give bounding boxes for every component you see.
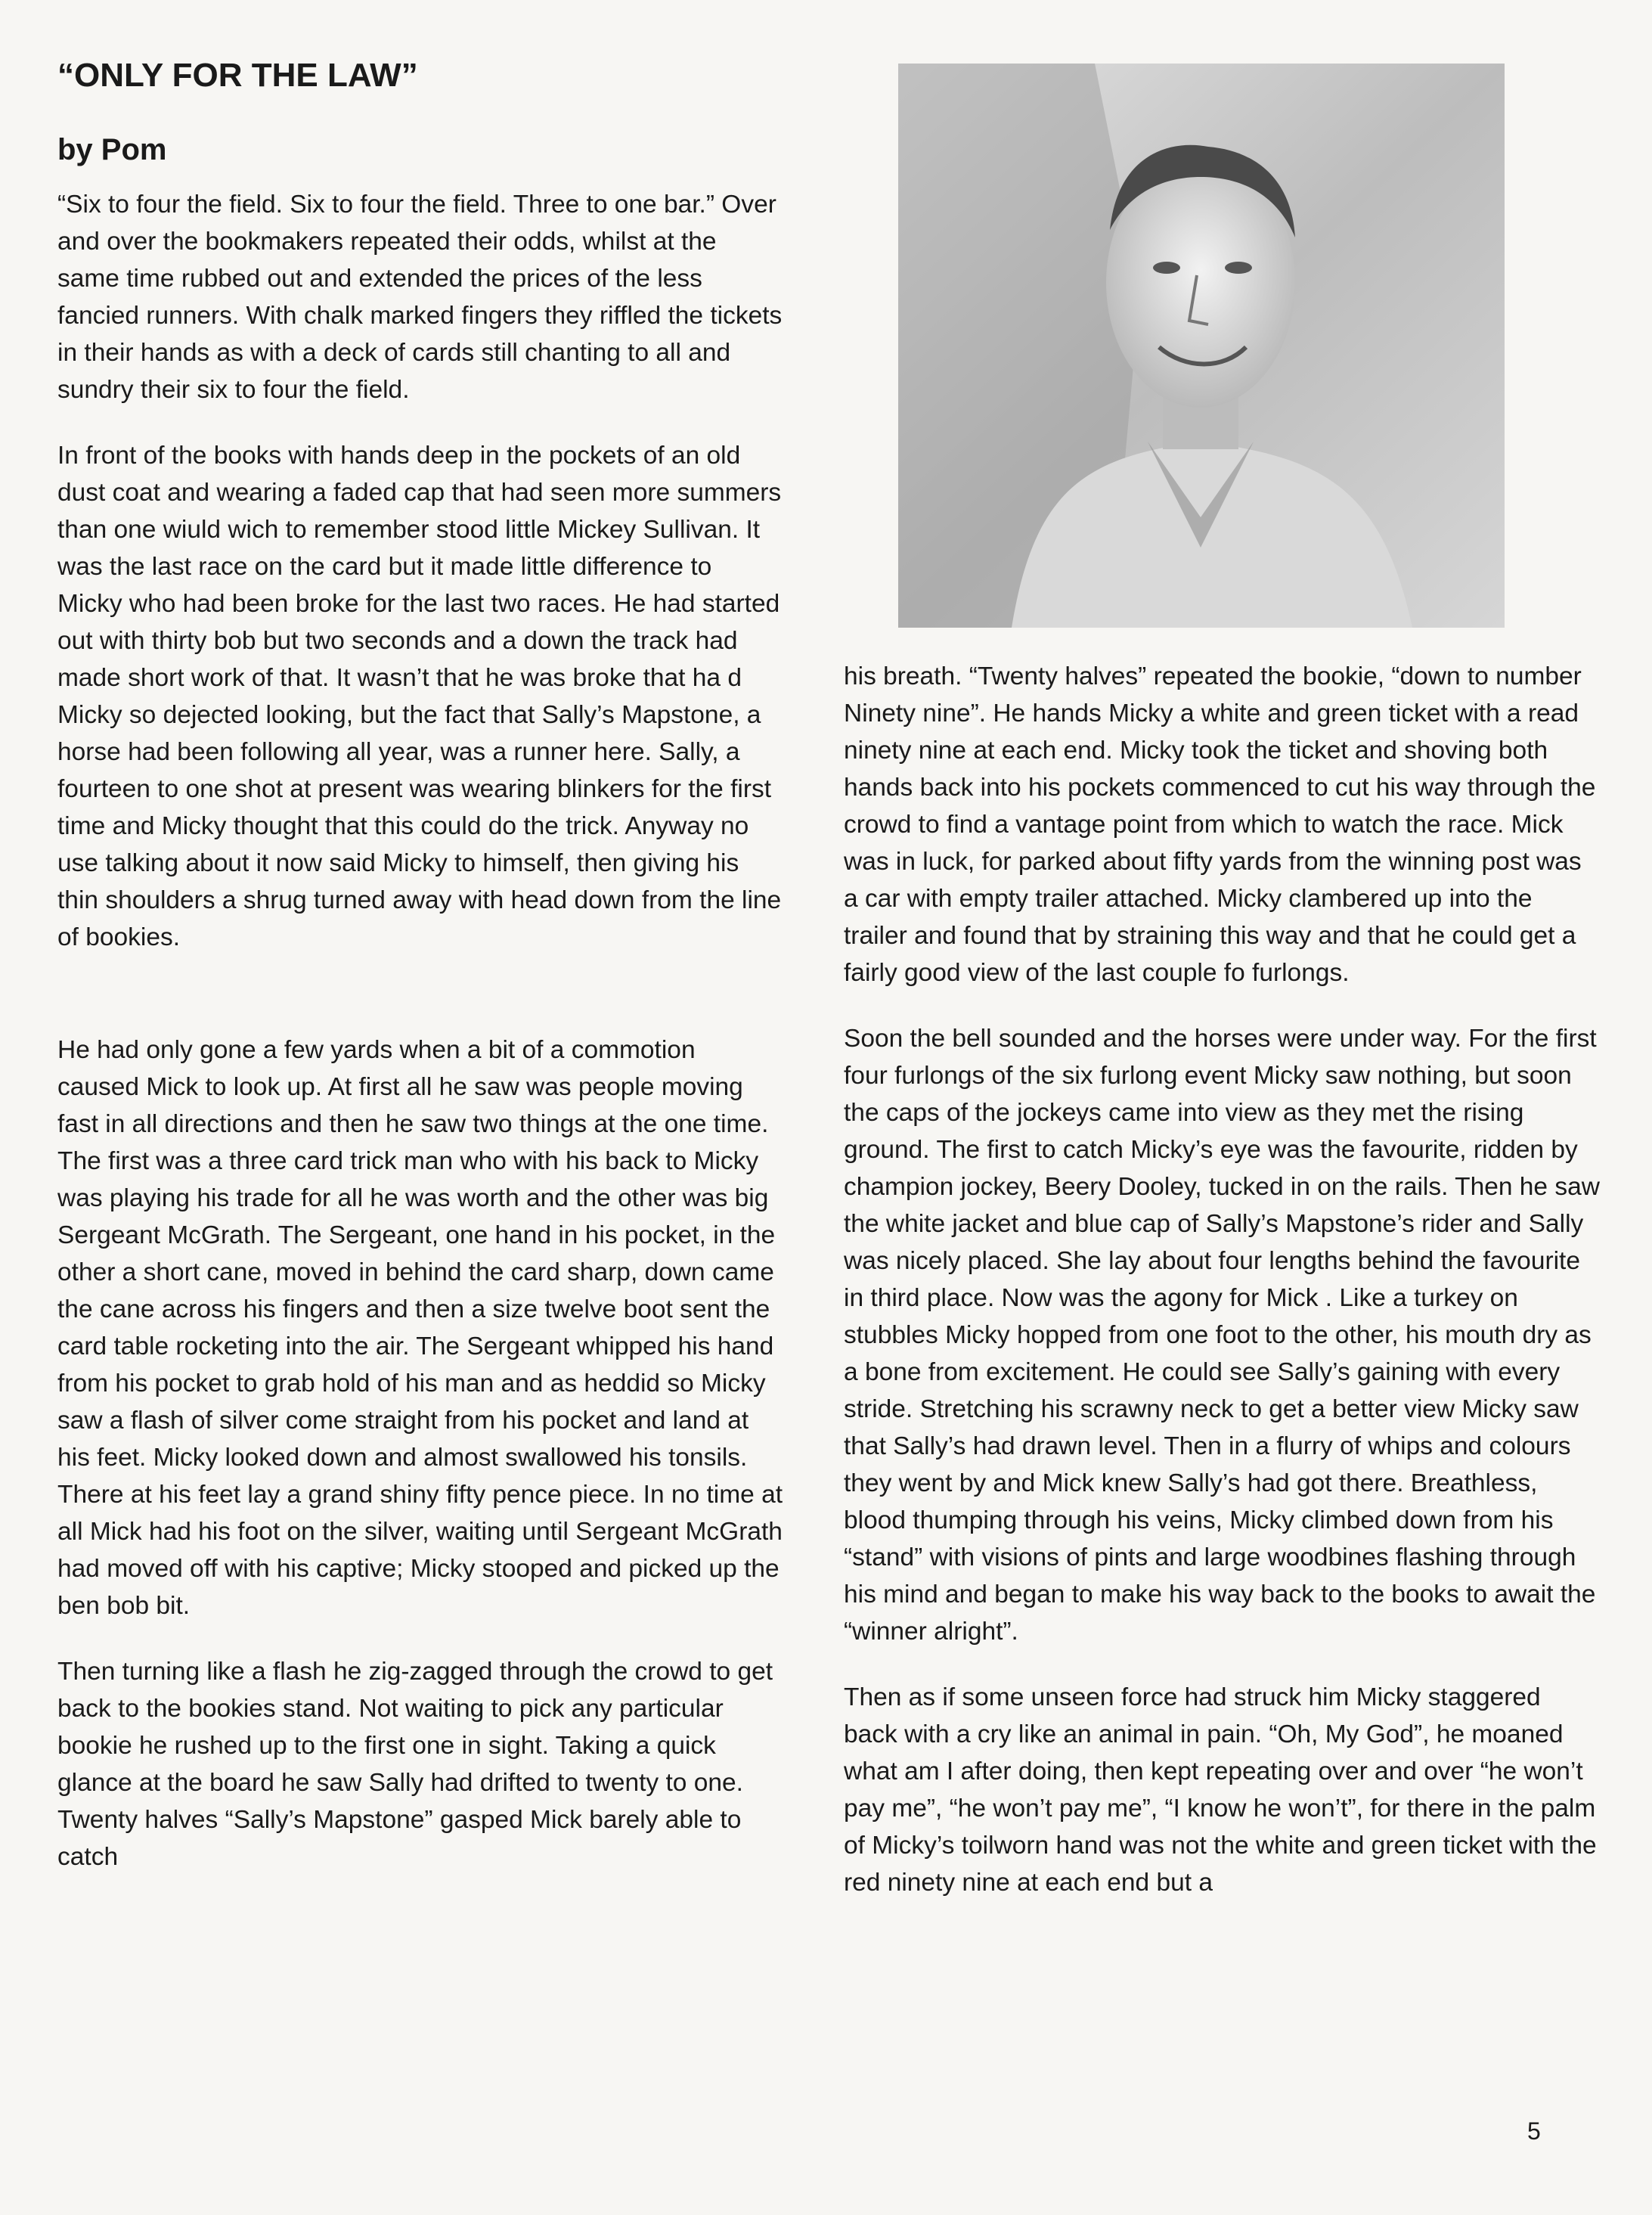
paragraph: Then turning like a flash he zig-zagged through the crowd to get back to the bookies stand. Not waiting to pick any particular bookie he rushed up to the first one in sight. Taking a quick glance at the board he saw Sally had drifted to twenty to one. Twenty halves “Sally’s Mapstone” gasped Mick barely able to catch xyxy=(57,1658,773,1871)
page-number: 5 xyxy=(1527,2117,1541,2145)
article-title: “ONLY FOR THE LAW” xyxy=(57,57,418,94)
paragraph: his breath. “Twenty halves” repeated the bookie, “down to number Ninety nine”. He hands Micky a white and green ticket with a read ninety nine at each end. Micky took the ticket and shoving both hands back into his pockets commenced to cut his way through the crowd to find a vantage point from which to watch the race. Mick was in luck, for parked about fifty yards from the winning post was a car with empty trailer attached. Micky clambered up into the trailer and found that by straining this way and that he could get a fairly good view of the last couple fo furlongs. xyxy=(844,662,1596,987)
paragraph: He had only gone a few yards when a bit of a commotion caused Mick to look up. At first all he saw was people moving fast in all directions and then he saw two things at the one time. The first was a three card trick man who with his back to Micky was playing his trade for all he was worth and the other was big Sergeant McGrath. The Sergeant, one hand in his pocket, in the other a short cane, moved in behind the card sharp, down came the cane across his fingers and then a size twelve boot sent the card table rocketing into the air. The Sergeant whipped his hand from his pocket to grab hold of his man and as heddid so Micky saw a flash of silver come straight from his pocket and land at his feet. Micky looked down and almost swallowed his tonsils. There at his feet lay a grand shiny fifty pence piece. In no time at all Mick had his foot on the silver, waiting until Sergeant McGrath had moved off with his captive; Micky stooped and picked up the ben bob bit. xyxy=(57,1036,783,1620)
paragraph: Then as if some unseen force had struck him Micky staggered back with a cry like an animal in pain. “Oh, My God”, he moaned what am I after doing, then kept repeating over and over “he won’t pay me”, “he won’t pay me”, “I know he won’t”, for there in the palm of Micky’s toilworn hand was not the white and green ticket with the red ninety nine at each end but a xyxy=(844,1683,1597,1897)
article-byline: by Pom xyxy=(57,133,167,166)
portrait-image xyxy=(898,64,1505,628)
left-column xyxy=(57,53,783,1904)
paragraph: Soon the bell sounded and the horses were under way. For the first four furlongs of the six furlong event Micky saw nothing, but soon the caps of the jockeys came into view as they met the rising ground. The first to catch Micky’s eye was the favourite, ridden by champion jockey, Beery Dooley, tucked in on the rails. Then he saw the white jacket and blue cap of Sally’s Mapstone’s rider and Sally was nicely placed. She lay about four lengths behind the favourite in third place. Now was the agony for Mick . Like a turkey on stubbles Micky hopped from one foot to the other, his mouth dry as a bone from excitement. He could see Sally’s gaining with every stride. Stretching his scrawny neck to get a better view Micky saw that Sally’s had drawn level. Then in a flurry of whips and colours they went by and Mick knew Sally’s had got there. Breathless, blood thumping through his veins, Micky climbed down from his “stand” with visions of pints and large woodbines flashing through his mind and began to make his way back to the books to await the “winner alright”. xyxy=(844,1025,1600,1646)
paragraph: “Six to four the field. Six to four the field. Three to one bar.” Over and over the bookmakers repeated their odds, whilst at the same time rubbed out and extended the prices of the less fancied runners. With chalk marked fingers they riffled the tickets in their hands as with a deck of cards still chanting to all and sundry their six to four the field. xyxy=(57,191,783,404)
author-photo xyxy=(898,64,1505,628)
paragraph: In front of the books with hands deep in the pockets of an old dust coat and wearing a faded cap that had seen more summers than one wiuld wich to remember stood little Mickey Sullivan. It was the last race on the card but it made little difference to Micky who had been broke for the last two races. He had started out with thirty bob but two seconds and a down the track had made short work of that. It wasn’t that he was broke that ha d Micky so dejected looking, but the fact that Sally’s Mapstone, a horse had been following all year, was a runner here. Sally, a fourteen to one shot at present was wearing blinkers for the first time and Micky thought that this could do the trick. Anyway no use talking about it now said Micky to himself, then giving his thin shoulders a shrug turned away with head down from the line of bookies. xyxy=(57,442,782,951)
right-column xyxy=(844,658,1600,1930)
